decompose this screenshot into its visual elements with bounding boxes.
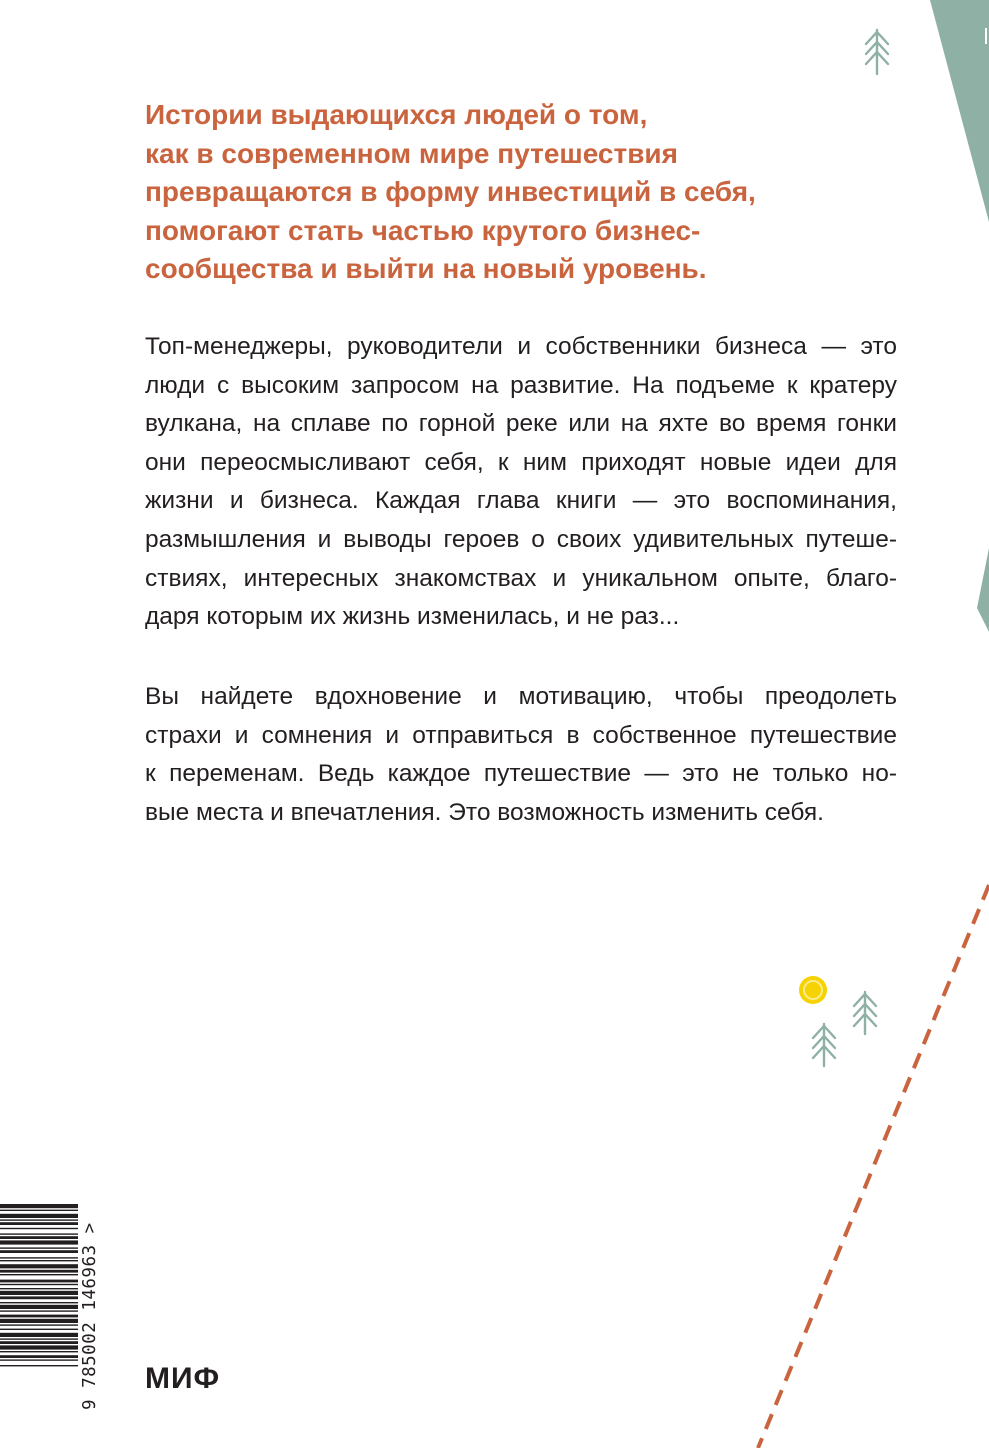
barcode-icon <box>0 1200 78 1418</box>
paragraph-line: люди с высоким запросом на развитие. На подъеме к кратеру <box>145 371 897 399</box>
barcode-bar <box>0 1291 78 1295</box>
barcode-bar <box>0 1270 78 1273</box>
paragraph-line: к переменам. Ведь каждое путешествие — это не только но- <box>145 760 897 788</box>
barcode-bar <box>0 1333 78 1337</box>
tree-icon <box>854 992 876 1034</box>
barcode-bar <box>0 1264 78 1268</box>
mountain-shape-top <box>930 0 989 222</box>
paragraph-line: даря которым их жизнь изменилась, и не раз... <box>145 603 680 631</box>
barcode-bar <box>0 1319 78 1323</box>
barcode-bar <box>0 1274 78 1275</box>
barcode-bar <box>0 1355 78 1358</box>
barcode-bar <box>0 1310 78 1311</box>
barcode-bar <box>0 1351 78 1352</box>
barcode-bar <box>0 1233 78 1234</box>
isbn-number: 9 785002 146963 > <box>80 1222 100 1410</box>
barcode-bar <box>0 1236 78 1239</box>
paragraph-line: страхи и сомнения и отправиться в собственное путешествие <box>145 721 897 749</box>
barcode-bar <box>0 1250 78 1253</box>
barcode-bar <box>0 1329 78 1330</box>
barcode-bar <box>0 1345 78 1349</box>
paragraph-line: ствиях, интересных знакомствах и уникальном опыте, благо- <box>145 564 897 592</box>
paragraph-line: вые места и впечатления. Это возможность изменить себя. <box>145 798 824 826</box>
sun-icon <box>799 976 827 1004</box>
lead-text <box>145 96 825 289</box>
paragraph-line: жизни и бизнеса. Каждая глава книги — это воспоминания, <box>145 487 897 515</box>
barcode-bar <box>0 1296 78 1299</box>
barcode-bar <box>0 1315 78 1318</box>
barcode-bar <box>0 1214 78 1218</box>
paragraph-line: размышления и выводы героев о своих удивительных путеше- <box>145 525 897 553</box>
barcode-bar <box>0 1228 78 1229</box>
mountain-shape-middle <box>977 548 989 632</box>
description-paragraph-2 <box>145 678 897 832</box>
barcode-bar <box>0 1305 78 1309</box>
barcode-bar <box>0 1280 78 1283</box>
barcode-bar <box>0 1341 78 1344</box>
publisher-logo-icon: МИФ <box>145 1362 221 1395</box>
lead-line: помогают стать частью крутого бизнес- <box>145 214 701 246</box>
barcode-bar <box>0 1359 78 1360</box>
barcode-bar <box>0 1247 78 1248</box>
barcode-bar <box>0 1302 78 1303</box>
paragraph-line: Топ-менеджеры, руководители и собственники бизнеса — это <box>145 333 897 360</box>
lead-line: как в современном мире путешествия <box>145 137 678 169</box>
paragraph-line: Вы найдете вдохновение и мотивацию, чтобы преодолеть <box>145 683 897 710</box>
barcode-bar <box>0 1365 78 1366</box>
tree-icon <box>813 1024 835 1066</box>
lead-line: Истории выдающихся людей о том, <box>145 99 648 130</box>
barcode-bar <box>0 1204 78 1208</box>
barcode-bar <box>0 1260 78 1261</box>
barcode-bar <box>0 1284 78 1285</box>
trail-dashed-line <box>758 885 989 1448</box>
barcode-bar <box>0 1257 78 1258</box>
barcode-bar <box>0 1240 78 1244</box>
paragraph-line: они переосмысливают себя, к ним приходят новые идеи для <box>145 448 897 476</box>
lead-line: сообщества и выйти на новый уровень. <box>145 253 707 284</box>
barcode-bar <box>0 1288 78 1289</box>
paragraph-line: вулкана, на сплаве по горной реке или на яхте во время гонки <box>145 410 897 438</box>
description-paragraph-1 <box>145 328 897 637</box>
barcode-bar <box>0 1210 78 1211</box>
tree-icon <box>866 30 888 74</box>
lead-line: превращаются в форму инвестиций в себя, <box>145 176 756 207</box>
barcode-bar <box>0 1338 78 1339</box>
barcode-bar <box>0 1219 78 1220</box>
barcode-bar <box>0 1324 78 1325</box>
barcode-bar <box>0 1222 78 1225</box>
